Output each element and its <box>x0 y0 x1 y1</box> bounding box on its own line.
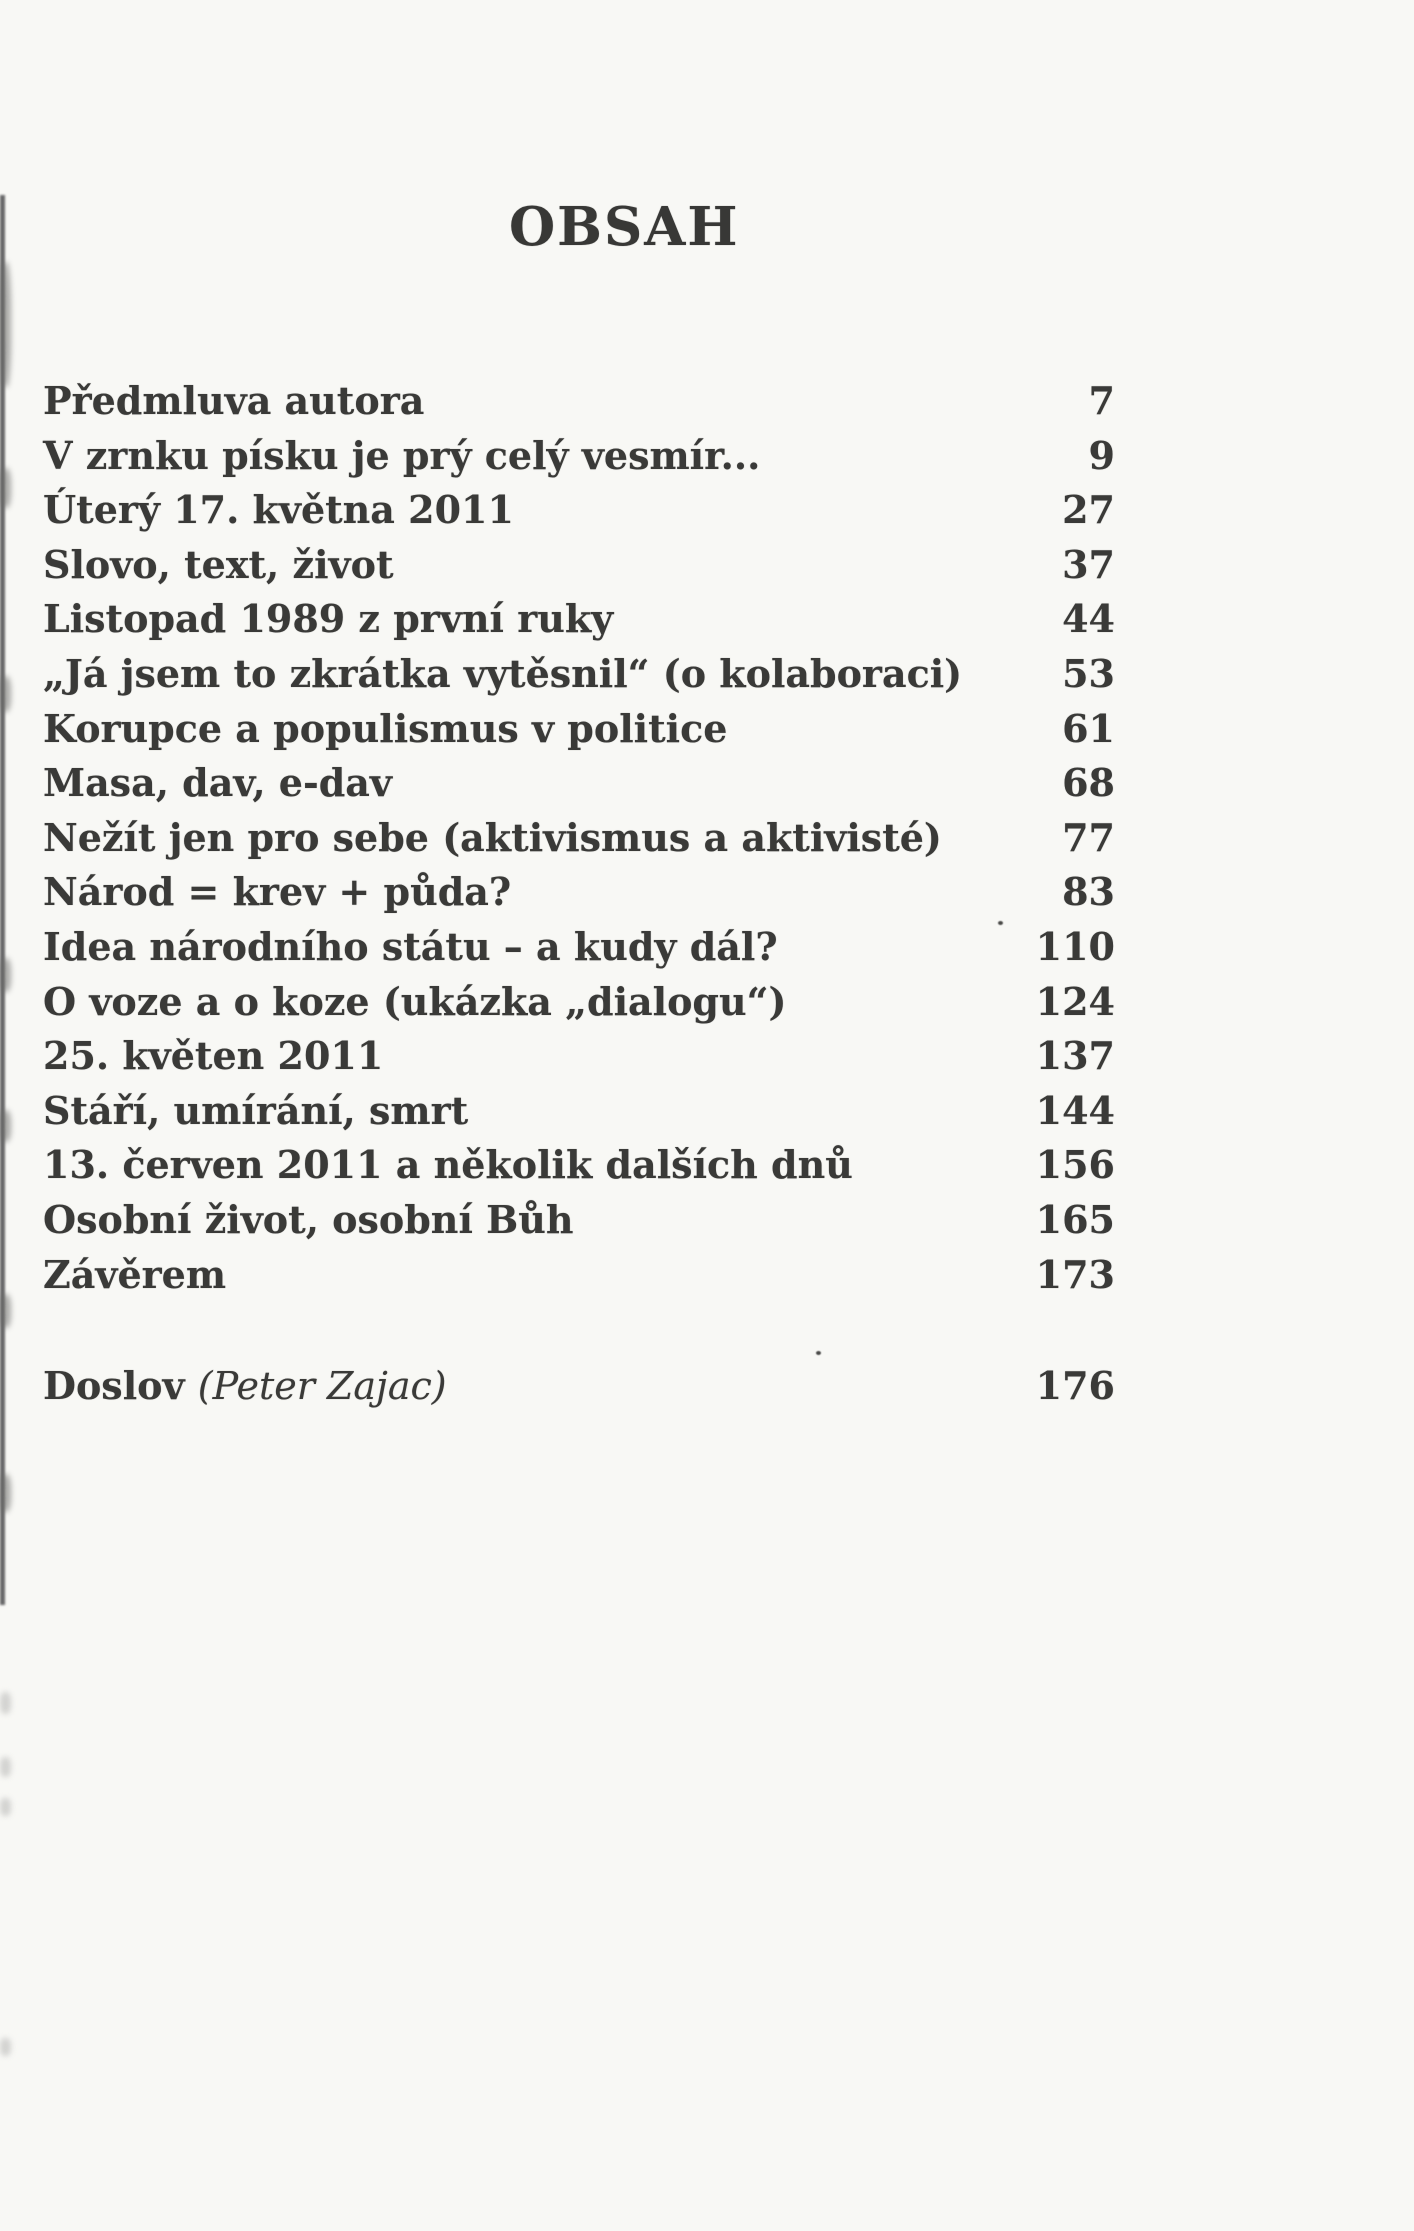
toc-entry-label: Předmluva autora <box>43 378 425 423</box>
scan-edge-line <box>0 195 5 1605</box>
toc-entry-page-number: 110 <box>1035 923 1115 969</box>
toc-entry-page-number: 173 <box>1035 1251 1115 1297</box>
toc-entry-page-number: 144 <box>1035 1087 1115 1133</box>
toc-entry-page-number: 68 <box>1062 760 1115 806</box>
toc-list <box>43 374 1115 1302</box>
scan-smudge <box>0 676 11 712</box>
toc-entry-label: „Já jsem to zkrátka vytěsnil“ (o kolaboraci) <box>43 650 963 696</box>
toc-entry-page-number: 124 <box>1035 978 1115 1024</box>
toc-entry <box>43 429 1115 484</box>
toc-entry-page-number: 53 <box>1062 650 1115 696</box>
toc-entry <box>43 811 1115 866</box>
toc-entry <box>43 538 1115 593</box>
toc-entry <box>43 1248 1115 1303</box>
toc-entry <box>43 920 1115 975</box>
toc-entry-label: Osobní život, osobní Bůh <box>43 1196 574 1242</box>
toc-entry <box>43 975 1115 1030</box>
toc-entry-label: Úterý 17. května 2011 <box>43 487 514 533</box>
scan-smudge <box>0 262 11 387</box>
toc-entry-page-number: 156 <box>1035 1142 1115 1188</box>
scan-smudge <box>0 1474 11 1512</box>
toc-entry-page-number: 61 <box>1062 705 1115 751</box>
toc-entry-label <box>43 1359 447 1414</box>
toc-entry-label: Nežít jen pro sebe (aktivismus a aktivisté) <box>43 814 942 860</box>
toc-entry-page-number: 37 <box>1062 541 1115 587</box>
toc-entry-label: Listopad 1989 z první ruky <box>43 596 614 642</box>
toc-entry-label: 13. červen 2011 a několik dalších dnů <box>43 1142 853 1188</box>
toc-entry <box>43 1029 1115 1084</box>
toc-entry <box>43 592 1115 647</box>
toc-entry-page-number: 9 <box>1088 432 1115 478</box>
scan-smudge <box>0 1110 11 1142</box>
toc-entry-page-number: 165 <box>1035 1196 1115 1242</box>
toc-entry <box>43 865 1115 920</box>
toc-entry-page-number: 27 <box>1062 487 1115 533</box>
toc-entry-page-number: 7 <box>1088 378 1115 423</box>
toc-entry-label: Idea národního státu – a kudy dál? <box>43 923 778 969</box>
scan-speck <box>816 1351 821 1355</box>
toc-entry <box>43 702 1115 757</box>
toc-entry-doslov <box>43 1359 1115 1414</box>
toc-entry-page-number: 137 <box>1035 1033 1115 1079</box>
scan-smudge <box>0 1757 11 1777</box>
scan-smudge <box>0 2038 11 2056</box>
toc-entry <box>43 374 1115 429</box>
toc-entry-label: Slovo, text, život <box>43 541 394 587</box>
toc-entry-label: Korupce a populismus v politice <box>43 705 728 751</box>
doslov-author: (Peter Zajac) <box>197 1364 447 1408</box>
scan-smudge <box>0 468 11 508</box>
toc-entry <box>43 483 1115 538</box>
toc-entry-label: Stáří, umírání, smrt <box>43 1087 469 1133</box>
toc-entry-label: Národ = krev + půda? <box>43 869 512 915</box>
scan-smudge <box>0 1798 11 1816</box>
toc-entry-label: V zrnku písku je prý celý vesmír... <box>43 432 761 478</box>
scan-smudge <box>0 1294 11 1328</box>
toc-entry-label: Masa, dav, e-dav <box>43 760 393 806</box>
toc-entry <box>43 647 1115 702</box>
doslov-label: Doslov <box>43 1363 185 1408</box>
page-title: OBSAH <box>509 196 740 258</box>
toc-entry-page-number: 44 <box>1062 596 1115 642</box>
scan-smudge <box>0 1692 11 1714</box>
scan-smudge <box>0 958 11 992</box>
toc-entry <box>43 756 1115 811</box>
toc-entry-page-number: 83 <box>1062 869 1115 915</box>
toc-entry <box>43 1193 1115 1248</box>
toc-entry <box>43 1084 1115 1139</box>
toc-entry-label: 25. květen 2011 <box>43 1033 384 1079</box>
toc-entry-page-number: 77 <box>1062 814 1115 860</box>
toc-entry-label: O voze a o koze (ukázka „dialogu“) <box>43 978 787 1024</box>
toc-entry <box>43 1138 1115 1193</box>
toc-entry-label: Závěrem <box>43 1251 227 1297</box>
scan-speck <box>998 921 1003 925</box>
toc-entry-page-number: 176 <box>1035 1363 1115 1408</box>
